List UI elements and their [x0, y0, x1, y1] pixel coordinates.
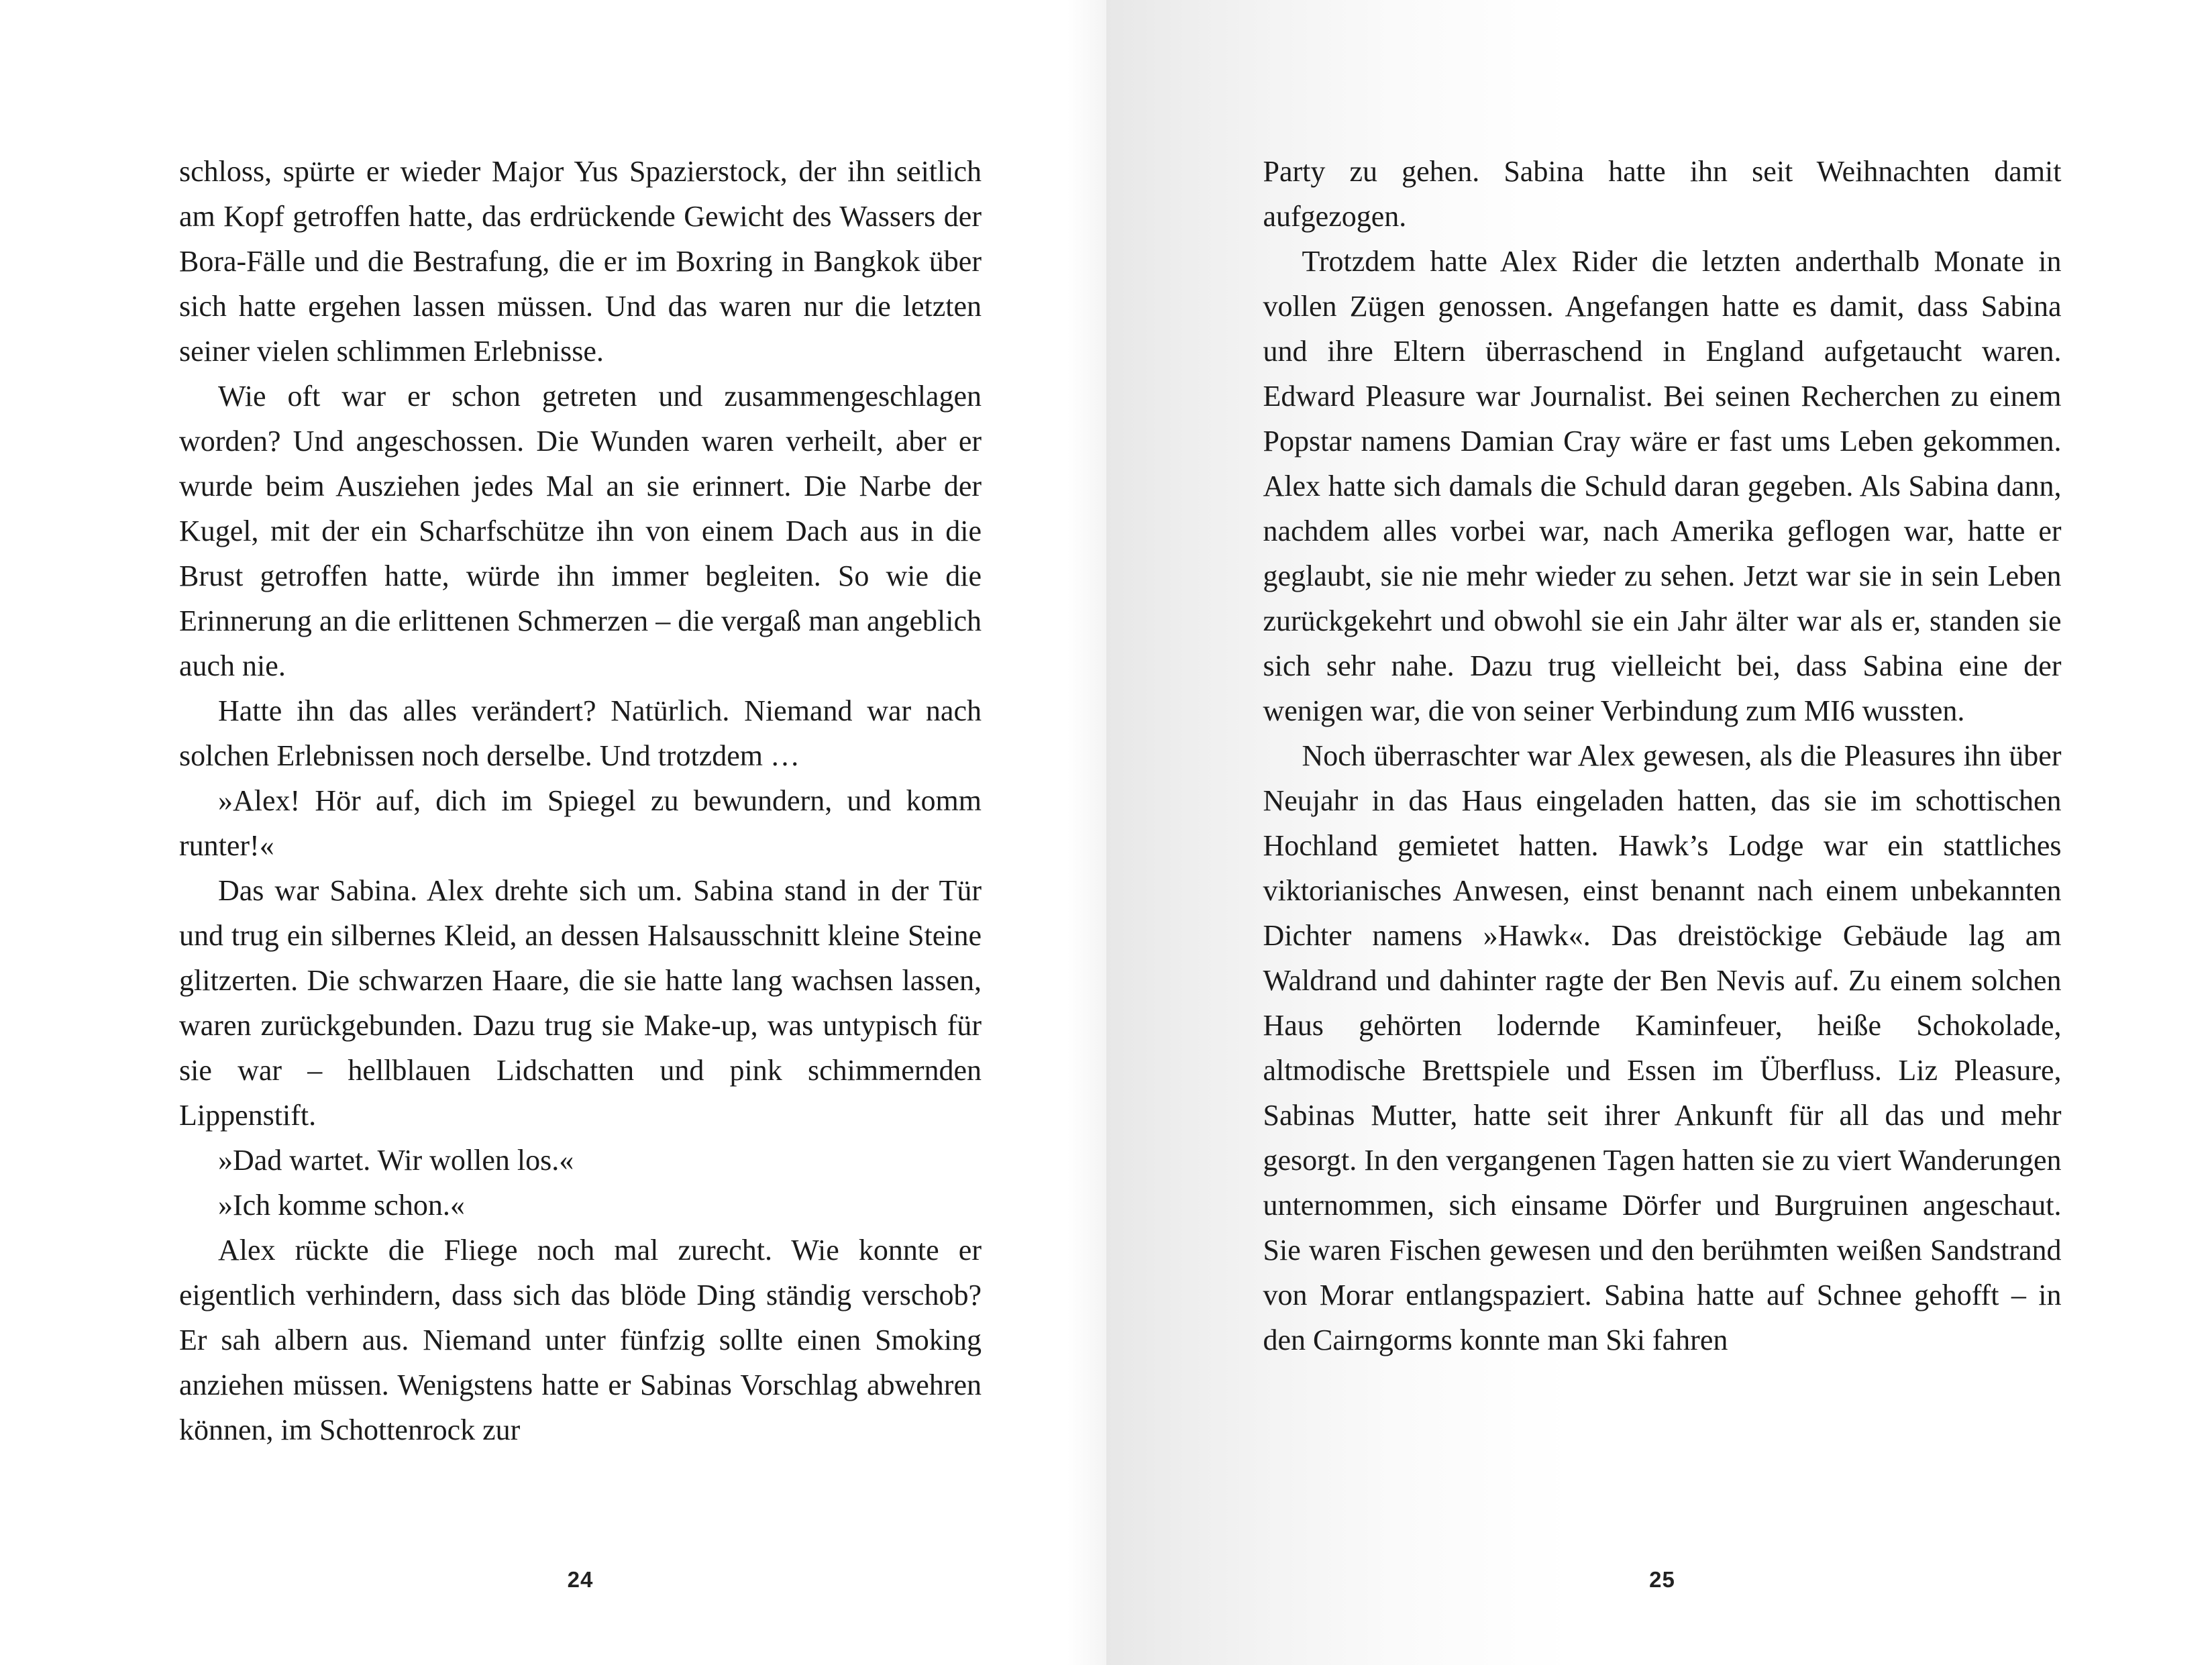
paragraph: Hatte ihn das alles verändert? Natürlich. Niemand war nach solchen Erlebnissen noch derselbe. Und trotzdem … — [179, 694, 982, 772]
right-page-text — [1263, 149, 2062, 1362]
right-page — [1106, 0, 2212, 1665]
paragraph: Noch überraschter war Alex gewesen, als die Pleasures ihn über Neujahr in das Haus eingeladen hatten, das sie im schottischen Hochland gemietet hatten. Hawk’s Lodge war ein stattliches viktorianisches Anwesen, einst benannt nach einem unbekannten Dichter namens »Hawk«. Das dreistöckige Gebäude lag am Waldrand und dahinter ragte der Ben Nevis auf. Zu einem solchen Haus gehörten lodernde Kaminfeuer, heiße Schokolade, altmodische Brettspiele und Essen im Überfluss. Liz Pleasure, Sabinas Mutter, hatte seit ihrer Ankunft für all das und mehr gesorgt. In den vergangenen Tagen hatten sie zu viert Wanderungen unternommen, sich einsame Dörfer und Burgruinen angeschaut. Sie waren Fischen gewesen und den berühmten weißen Sandstrand von Morar entlangspaziert. Sabina hatte auf Schnee gehofft – in den Cairngorms konnte man Ski fahren — [1263, 739, 2062, 1356]
paragraph: schloss, spürte er wieder Major Yus Spazierstock, der ihn seitlich am Kopf getroffen hatte, das erdrückende Gewicht des Wassers der Bora-Fälle und die Bestrafung, die er im Boxring in Bangkok über sich hatte ergehen lassen müssen. Und das waren nur die letzten seiner vielen schlimmen Erlebnisse. — [179, 155, 982, 368]
paragraph: Alex rückte die Fliege noch mal zurecht. Wie konnte er eigentlich verhindern, dass sich das blöde Ding ständig verschob? Er sah albern aus. Niemand unter fünfzig sollte einen Smoking anziehen müssen. Wenigstens hatte er Sabinas Vorschlag abwehren können, im Schottenrock zur — [179, 1234, 982, 1446]
paragraph: Party zu gehen. Sabina hatte ihn seit Weihnachten damit aufgezogen. — [1263, 155, 2062, 233]
page-number-right: 25 — [1649, 1567, 1675, 1592]
paragraph: Trotzdem hatte Alex Rider die letzten anderthalb Monate in vollen Zügen genossen. Angefangen hatte es damit, dass Sabina und ihre Eltern überraschend in England aufgetaucht waren. Edward Pleasure war Journalist. Bei seinen Recherchen zu einem Popstar namens Damian Cray wäre er fast ums Leben gekommen. Alex hatte sich damals die Schuld daran gegeben. Als Sabina dann, nachdem alles vorbei war, nach Amerika geflogen war, hatte er geglaubt, sie nie mehr wieder zu sehen. Jetzt war sie in sein Leben zurückgekehrt und obwohl sie ein Jahr älter war als er, standen sie sich sehr nahe. Dazu trug vielleicht bei, dass Sabina eine der wenigen war, die von seiner Verbindung zum MI6 wussten. — [1263, 245, 2062, 727]
left-page-text — [179, 149, 982, 1452]
paragraph: »Alex! Hör auf, dich im Spiegel zu bewundern, und komm runter!« — [179, 784, 982, 862]
paragraph: Das war Sabina. Alex drehte sich um. Sabina stand in der Tür und trug ein silbernes Kleid, an dessen Halsausschnitt kleine Steine glitzerten. Die schwarzen Haare, die sie hatte lang wachsen lassen, waren zurückgebunden. Dazu trug sie Make-up, was untypisch für sie war – hellblauen Lidschatten und pink schimmernden Lippenstift. — [179, 874, 982, 1132]
page-number-left: 24 — [567, 1567, 594, 1592]
paragraph: »Dad wartet. Wir wollen los.« — [218, 1144, 574, 1177]
paragraph: Wie oft war er schon getreten und zusammengeschlagen worden? Und angeschossen. Die Wunden waren verheilt, aber er wurde beim Ausziehen jedes Mal an sie erinnert. Die Narbe der Kugel, mit der ein Scharfschütze ihn von einem Dach aus in die Brust getroffen hatte, würde ihn immer begleiten. So wie die Erinnerung an die erlittenen Schmerzen – die vergaß man angeblich auch nie. — [179, 380, 982, 682]
paragraph: »Ich komme schon.« — [218, 1189, 465, 1222]
